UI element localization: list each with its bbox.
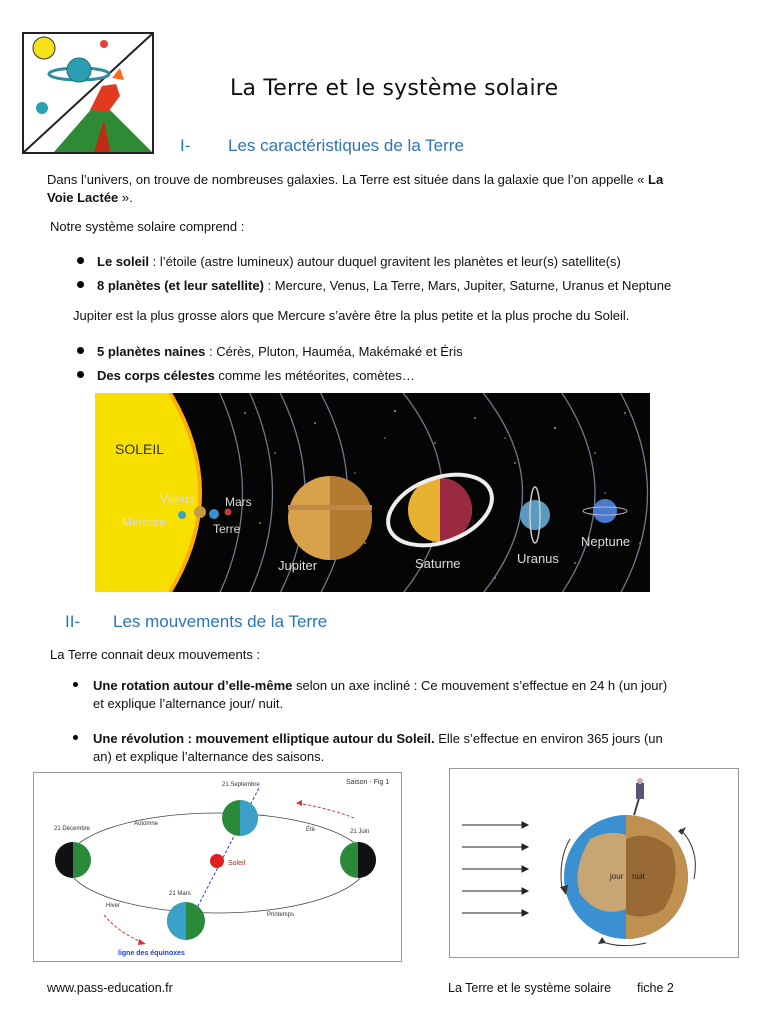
- list-item: [97, 253, 737, 271]
- bullet-icon: [77, 371, 84, 378]
- list-item-text: comme les météorites, comètes…: [214, 368, 415, 383]
- venus-planet: [194, 506, 206, 518]
- terre-planet: [209, 509, 219, 519]
- label-ete: Été: [306, 827, 316, 833]
- neptune-planet: [593, 499, 617, 523]
- bullet-icon: [77, 281, 84, 288]
- logo: [22, 32, 154, 154]
- intro-bold-la: La: [648, 172, 664, 187]
- earth-june: [340, 842, 376, 878]
- label-jour: jour: [610, 872, 624, 881]
- arrow-hiver-icon: [104, 915, 144, 943]
- intro-text-d: ».: [118, 190, 133, 205]
- list-item: [93, 677, 733, 713]
- logo-illustration: [24, 34, 152, 152]
- mercure-planet: [178, 511, 186, 519]
- jupiter-note: Jupiter est la plus grosse alors que Mercure s’avère être la plus petite et la plus proche du Soleil.: [73, 308, 630, 323]
- label-nuit: nuit: [632, 872, 645, 881]
- rotation-arrow-bottom-icon: [600, 941, 646, 946]
- intro-text-a: Dans l’univers, on trouve de nombreuses galaxies. La Terre est située dans la galaxie que l’on appelle «: [47, 172, 649, 187]
- list-item-text: selon un axe incliné : Ce mouvement s’effectue en 24 h (un jour): [292, 678, 668, 693]
- mars-planet: [225, 509, 232, 516]
- list-item-text: : Mercure, Venus, La Terre, Mars, Jupiter, Saturne, Uranus et Neptune: [263, 278, 672, 293]
- label-mercure: Mercure: [122, 515, 167, 529]
- solar-system-image: [95, 393, 650, 592]
- label-neptune: Neptune: [581, 534, 631, 549]
- uranus-planet: [520, 500, 550, 530]
- intro-bold-voie-lactee: Voie Lactée: [47, 190, 119, 205]
- label-sept: 21 Septembre: [222, 782, 260, 788]
- list-item-text: : l’étoile (astre lumineux) autour duquel gravitent les planètes et leur(s) satellite(s): [149, 254, 621, 269]
- label-equinox: ligne des équinoxes: [118, 950, 185, 957]
- section-1-title: Les caractéristiques de la Terre: [228, 136, 464, 155]
- movements-intro: La Terre connait deux mouvements :: [50, 647, 261, 662]
- bullet-icon: [73, 682, 78, 687]
- label-automne: Automne: [134, 821, 159, 827]
- footer-fiche: fiche 2: [637, 981, 674, 995]
- earth-december: [55, 842, 91, 878]
- label-uranus: Uranus: [517, 551, 559, 566]
- section-1-heading: [180, 136, 464, 156]
- label-soleil: Soleil: [228, 860, 246, 867]
- earth-march: [167, 902, 205, 940]
- page-title: La Terre et le système solaire: [230, 76, 559, 101]
- section-2-heading: [65, 612, 327, 632]
- label-juin: 21 Juin: [350, 829, 370, 835]
- list-item-bold: Une révolution : mouvement elliptique autour du Soleil.: [93, 731, 435, 746]
- person-icon: [636, 783, 644, 799]
- arrow-ete-icon: [296, 803, 354, 818]
- list-item-bold: Le soleil: [97, 254, 150, 269]
- list-item-text: : Cérès, Pluton, Hauméa, Makémaké et Éris: [205, 344, 463, 359]
- bullet-icon: [77, 257, 84, 264]
- label-dec: 21 Décembre: [54, 826, 91, 832]
- list-item-bold: 8 planètes (et leur satellite): [97, 278, 264, 293]
- list-item-bold: 5 planètes naines: [97, 344, 206, 359]
- sun-rays: [462, 822, 528, 916]
- list-item-bold: Des corps célestes: [97, 368, 215, 383]
- list-item-text-line2: et explique l’alternance jour/ nuit.: [93, 696, 284, 711]
- label-printemps: Printemps: [267, 912, 295, 918]
- label-saturne: Saturne: [415, 556, 461, 571]
- sun-icon: [210, 854, 224, 868]
- label-venus: Vénus: [160, 492, 195, 506]
- label-mars: Mars: [225, 495, 252, 509]
- list-item: [97, 367, 697, 385]
- seasons-diagram: [33, 772, 402, 962]
- footer-site: www.pass-education.fr: [47, 981, 173, 995]
- earth-september: [222, 800, 258, 836]
- list-item: [97, 277, 757, 295]
- rotation-diagram: [449, 768, 739, 958]
- list-item-text-line2: an) et explique l’alternance des saisons.: [93, 749, 325, 764]
- intro-paragraph: [47, 171, 727, 207]
- system-intro: Notre système solaire comprend :: [50, 219, 245, 234]
- section-2-number: II-: [65, 612, 81, 631]
- label-mars: 21 Mars: [169, 891, 191, 897]
- label-hiver: Hiver: [106, 903, 121, 909]
- label-jupiter: Jupiter: [278, 558, 318, 573]
- list-item: [97, 343, 697, 361]
- section-2-title: Les mouvements de la Terre: [113, 612, 328, 631]
- list-item: [93, 730, 733, 766]
- label-terre: Terre: [213, 522, 241, 536]
- bullet-icon: [73, 735, 78, 740]
- footer-title: La Terre et le système solaire: [448, 981, 612, 995]
- section-1-number: I-: [180, 136, 191, 155]
- list-item-text: Elle s’effectue en environ 365 jours (un: [434, 731, 663, 746]
- fig-label: Saison - Fig 1: [346, 779, 390, 786]
- bullet-icon: [77, 347, 84, 354]
- list-item-bold: Une rotation autour d’elle-même: [93, 678, 293, 693]
- label-soleil: SOLEIL: [115, 441, 165, 457]
